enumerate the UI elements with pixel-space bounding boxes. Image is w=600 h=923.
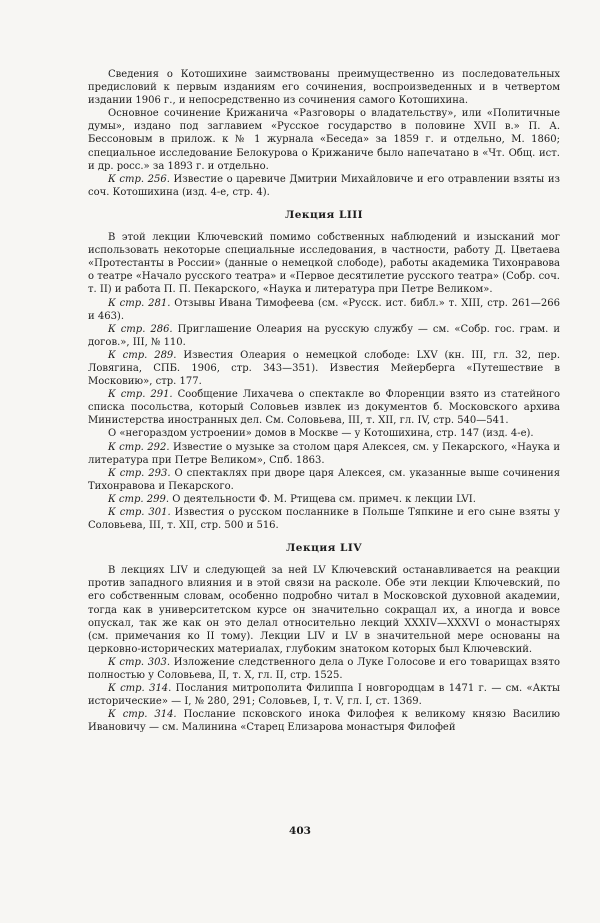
note-paragraph: К стр. 256. Известие о царевиче Дмитрии Михайловиче и его отравлении взяты из соч. Котошихина (изд. 4-е, стр. 4).	[88, 173, 560, 198]
paragraph: Сведения о Котошихине заимствованы преимущественно из последовательных предисловий к первым изданиям его сочинения, воспроизведенных и в четвертом издании 1906 г., и непосредственно из сочинения самого Котошихина.	[88, 69, 560, 107]
note-paragraph: К стр. 292. Известие о музыке за столом царя Алексея, см. у Пекарского, «Наука и литература при Петре Великом», Спб. 1863.	[88, 441, 560, 466]
note-paragraph: К стр. 293. О спектаклях при дворе царя Алексея, см. указанные выше сочинения Тихонравова и Пекарского.	[88, 467, 560, 492]
note-paragraph: К стр. 281. Отзывы Ивана Тимофеева (см. «Русск. ист. библ.» т. XIII, стр. 261—266 и 463).	[88, 297, 560, 322]
section-lecture-53	[88, 231, 560, 532]
note-paragraph: К стр. 303. Изложение следственного дела о Луке Голосове и его товарищах взято полностью у Соловьева, II, т. X, гл. II, стр. 1525.	[88, 656, 560, 682]
paragraph: В этой лекции Ключевский помимо собственных наблюдений и изысканий мог использовать некоторые специальные исследования, в частности, работу Д. Цветаева «Протестанты в России» (данные о немецкой слободе), работы академика Тихонравова о театре «Начало русского театра» и «Первое десятилетие русского театра» (Собр. соч. т. II) и работа П. П. Пекарского, «Наука и литература при Петре Великом».	[88, 232, 560, 296]
page-text	[88, 68, 560, 735]
note-paragraph: К стр. 314. Послания митрополита Филиппа I новгородцам в 1471 г. — см. «Акты исторические» — I, № 280, 291; Соловьев, I, т. V, гл. I, ст. 1369.	[88, 683, 560, 708]
section-top	[88, 68, 560, 199]
note-paragraph: К стр. 299. О деятельности Ф. М. Ртищева см. примеч. к лекции LVI.	[108, 493, 476, 505]
paragraph: О «негораздом устроении» домов в Москве — у Котошихина, стр. 147 (изд. 4-е).	[108, 428, 534, 440]
note-paragraph: К стр. 301. Известия о русском посланнике в Польше Тяпкине и его сыне взяты у Соловьева, III, т. XII, стр. 500 и 516.	[88, 507, 560, 532]
lecture-heading-53: Лекция LIII	[284, 208, 364, 221]
paragraph: В лекциях LIV и следующей за ней LV Ключевский останавливается на реакции против западного влияния и в этой связи на расколе. Обе эти лекции Ключевский, по его собственным словам, особенно подробно читал в Московской духовной академии, тогда как в университетском курсе он значительно сокращал их, а иногда и вовсе опускал, так же как он это делал относительно лекций XXXIV—XXXVI о монастырях (см. примечания ко II тому). Лекции LIV и LV в значительной мере основаны на церковно-исторических материалах, глубоким знатоком которых был Ключевский.	[88, 565, 560, 655]
note-paragraph: К стр. 314. Послание псковского инока Филофея к великому князю Василию Ивановичу — см. Малинина «Старец Елизарова монастыря Филофей	[88, 709, 560, 734]
lecture-heading-54: Лекция LIV	[286, 542, 362, 555]
paragraph: Основное сочинение Крижанича «Разговоры о владательству», или «Политичные думы», издано под заглавием «Русское государство в половине XVII в.» П. А. Бессоновым в прилож. к № 1 журнала «Беседа» за 1859 г. и отдельно, М. 1860; специальное исследование Белокурова о Крижаниче было напечатано в «Чт. Общ. ист. и др. росс.» за 1893 г. и отдельно.	[88, 108, 560, 172]
note-paragraph: К стр. 289. Известия Олеария о немецкой слободе: LXV (кн. III, гл. 32, пер. Ловягина, СПБ. 1906, стр. 343—351). Известия Мейерберга «Путешествие в Московию», стр. 177.	[88, 349, 560, 388]
section-lecture-54	[88, 564, 560, 734]
page-number: 403	[289, 825, 311, 837]
note-paragraph: К стр. 286. Приглашение Олеария на русскую службу — см. «Собр. гос. грам. и догов.», III, № 110.	[88, 323, 560, 348]
note-paragraph: К стр. 291. Сообщение Лихачева о спектакле во Флоренции взято из статейного списка посольства, который Соловьев извлек из документов б. Московского архива Министерства иностранных дел. См. Соловьева, III, т. XII, гл. IV, стр. 540—541.	[88, 389, 560, 427]
